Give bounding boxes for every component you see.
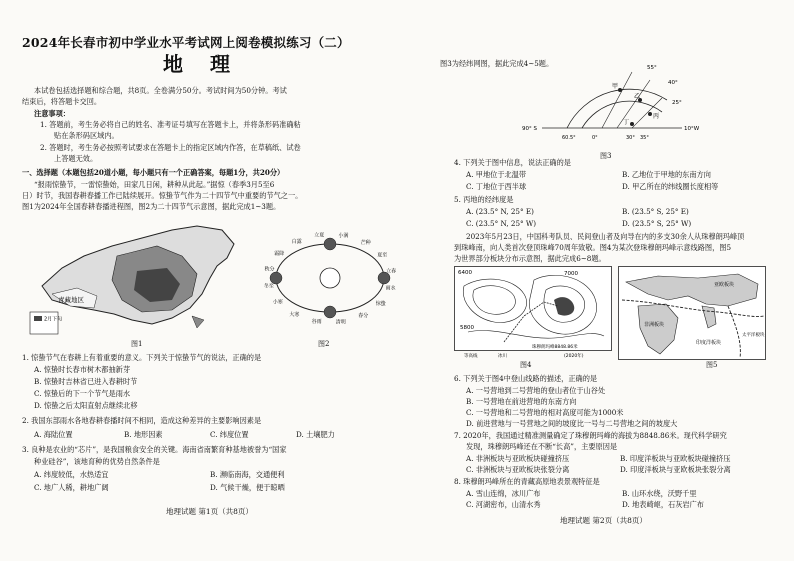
- figure-2-solar-terms: [262, 216, 397, 338]
- passage-line-2: 到珠峰南，向人类首次登顶珠峰70周年致敬。图4为某次登珠穆朗玛峰示意线路图，图5: [454, 243, 732, 252]
- question-4: 4. 下列关于图中信息，说法正确的是: [454, 158, 571, 167]
- fig3-lon-90: 90° S: [522, 126, 537, 132]
- fig3-point-jia: 甲: [612, 83, 619, 90]
- section-1-line-c: 日）时节，我国春耕春播工作已陆续展开。惊蛰节气作为二十四节气中重要的节气之一。: [22, 191, 303, 200]
- question-3-b: 种业硅谷”，该地育种的优势自然条件是: [34, 457, 160, 466]
- q8-option-a[interactable]: A. 雪山连绵，冰川广布: [466, 489, 541, 498]
- fig2-term-label: 霜降: [274, 250, 285, 257]
- fig3-lat-40: 40°: [668, 80, 678, 86]
- fig3-point-ding: 丁: [623, 119, 630, 126]
- q4-option-a[interactable]: A. 甲地位于北温带: [466, 170, 527, 179]
- intro-line-2: 结束后，将答题卡交回。: [22, 97, 102, 106]
- exam-title: 2024年长春市初中学业水平考试网上阅卷模拟练习（二）: [22, 35, 350, 50]
- fig3-bottom-1: 60.5°: [562, 135, 576, 141]
- q6-option-c[interactable]: C. 一号营地和二号营地的相对高度可能为1000米: [466, 408, 624, 417]
- q2-option-d[interactable]: D. 土壤肥力: [296, 430, 335, 439]
- fig2-term-label: 小满: [338, 233, 349, 239]
- fig3-bottom-3: 30°: [626, 135, 635, 141]
- q7-option-d[interactable]: D. 印度洋板块与亚欧板块张裂分离: [620, 465, 731, 474]
- passage-line-1: 2023年5月23日，中国科考队员、民间登山者及向导在内的多支30余人从珠穆朗玛峰顶: [466, 232, 745, 241]
- q7-option-c[interactable]: C. 非洲板块与亚欧板块张裂分离: [466, 465, 570, 474]
- q3-option-a[interactable]: A. 纬度较低，水热适宜: [34, 470, 109, 479]
- fig4-contour-6400: 6400: [458, 270, 472, 276]
- fig2-term-label: 秋分: [264, 266, 275, 273]
- right-footer: 地理试题 第2页（共8页）: [560, 516, 647, 525]
- section-1-heading: 一、选择题（本题包括20道小题，每小题只有一个正确答案，每题1分，共20分）: [22, 168, 285, 177]
- fig3-bottom-2: 0°: [592, 135, 598, 141]
- q3-option-c[interactable]: C. 地广人稀，耕地广阔: [34, 483, 109, 492]
- section-1-line-b: “报雨惊蛰节，一雷惊蛰始，田家几日闲，耕种从此起。”据惊（春季3月5至6: [34, 180, 275, 189]
- q1-option-a[interactable]: A. 惊蛰时长春市树木都抽新芽: [34, 365, 131, 374]
- q1-option-d[interactable]: D. 惊蛰之后太阳直射点继续北移: [34, 401, 138, 410]
- fig2-term-label: 芒种: [360, 240, 371, 246]
- fig3-intro: 图3为经纬网图，据此完成4~5题。: [440, 59, 554, 68]
- notice-heading: 注意事项：: [34, 109, 70, 118]
- figure-3-grid: [522, 60, 702, 152]
- fig2-term-label: 谷雨: [311, 319, 322, 325]
- q4-option-c[interactable]: C. 丁地位于西半球: [466, 182, 527, 191]
- q2-option-b[interactable]: B. 地形因素: [124, 430, 163, 439]
- question-7-a: 7. 2020年，我国通过精准测量确定了珠穆朗玛峰的海拔为8848.86米。现代科学研究: [454, 431, 727, 440]
- figure-5-plate-map: [618, 266, 766, 360]
- fig4-legend-glacier: 冰川: [498, 354, 507, 359]
- fig2-term-label: 白露: [291, 238, 302, 245]
- fig5-eurasian-plate: 亚欧板块: [714, 282, 735, 288]
- fig2-term-label: 大寒: [289, 312, 300, 318]
- q3-option-d[interactable]: D. 气候干燥，便于晾晒: [210, 483, 285, 492]
- q4-option-b[interactable]: B. 乙地位于甲地的东南方向: [622, 170, 711, 179]
- figure-1-caption: 图1: [131, 340, 143, 348]
- fig4-legend-contour: 等高线: [464, 354, 478, 359]
- fig2-term-label: 清明: [335, 319, 346, 326]
- question-8: 8. 珠穆朗玛峰所在的青藏高原地表景观特征是: [454, 477, 600, 486]
- fig5-pacific-plate: 太平洋板块: [742, 333, 765, 338]
- question-5: 5. 丙地的经纬度是: [454, 195, 514, 204]
- figure-1-china-map: [22, 216, 247, 338]
- figure-3-caption: 图3: [600, 152, 612, 160]
- fig2-term-label: 夏至: [377, 252, 388, 259]
- q5-option-d[interactable]: D. (23.5° S, 25° W): [622, 219, 692, 228]
- fig2-term-label: 春分: [358, 313, 369, 320]
- q2-option-a[interactable]: A. 海陆位置: [34, 430, 73, 439]
- question-1: 1. 惊蛰节气在春耕上有着重要的意义。下列关于惊蛰节气的说法，正确的是: [22, 353, 262, 362]
- section-1-line-d: 图1为2024年全国春耕春播进程图，图2为二十四节气示意图，据此完成1~3题。: [22, 202, 281, 211]
- fig2-term-label: 惊蛰: [375, 301, 386, 308]
- q6-option-a[interactable]: A. 一号营地到二号营地的登山者位于山谷处: [466, 386, 606, 395]
- fig3-lat-55: 55°: [647, 65, 657, 71]
- q2-option-c[interactable]: C. 纬度位置: [210, 430, 249, 439]
- fig3-lon-10w: 10°W: [684, 126, 700, 132]
- q5-option-b[interactable]: B. (23.5° S, 25° E): [622, 207, 689, 216]
- q6-option-b[interactable]: B. 一号营地在前进营地的东南方向: [466, 397, 577, 406]
- notice-1a: 1. 答题前，考生务必将自己的姓名、准考证号填写在答题卡上，并将条形码准确粘: [40, 120, 301, 129]
- q5-option-c[interactable]: C. (23.5° N, 25° W): [466, 219, 537, 228]
- notice-1b: 贴在条形码区域内。: [54, 131, 119, 140]
- question-6: 6. 下列关于图4中登山线路的描述，正确的是: [454, 374, 598, 383]
- q5-option-a[interactable]: A. (23.5° N, 25° E): [466, 207, 534, 216]
- figure-5-caption: 图5: [706, 361, 718, 369]
- figure-2-caption: 图2: [318, 340, 330, 348]
- intro-line-1: 本试卷包括选择题和综合题，共8页。全卷满分50分。考试时间为50分钟。考试: [34, 86, 287, 95]
- fig2-term-label: 雨水: [385, 285, 396, 292]
- fig3-bottom-4: 35°: [640, 135, 649, 141]
- question-3-a: 3. 良种是农业的“芯片”，是我国粮食安全的关键。海南省南繁育种基地被誉为“国家: [22, 445, 287, 454]
- fig2-term-label: 冬至: [263, 283, 274, 290]
- figure-4-caption: 图4: [520, 361, 532, 369]
- question-7-b: 发现，珠穆朗玛峰还在不断“长高”，主要原因是: [466, 442, 618, 451]
- fig5-indian-plate: 印度洋板块: [696, 340, 722, 346]
- fig4-contour-7000: 7000: [564, 271, 578, 277]
- subject-title: 地 理: [163, 52, 240, 76]
- fig3-point-bing: 丙: [653, 113, 660, 120]
- notice-2a: 2. 答题时，考生务必按照考试要求在答题卡上的指定区域内作答，在草稿纸、试卷: [40, 143, 301, 152]
- fig4-legend-peak: 珠穆朗玛峰8848.86米: [532, 345, 578, 350]
- fig2-term-label: 立春: [386, 268, 397, 275]
- q8-option-d[interactable]: D. 地表崎岖，石灰岩广布: [622, 500, 704, 509]
- q4-option-d[interactable]: D. 甲乙所在的纬线圈长度相等: [622, 182, 719, 191]
- fig2-term-label: 立夏: [314, 232, 325, 239]
- q7-option-b[interactable]: B. 印度洋板块与亚欧板块碰撞挤压: [620, 454, 731, 463]
- q6-option-d[interactable]: D. 前进营地与一号营地之间的坡度比一号与二号营地之间的坡度大: [466, 419, 678, 428]
- fig2-term-label: 小寒: [272, 299, 283, 306]
- figure-4-contour-map: [454, 266, 612, 362]
- q8-option-b[interactable]: B. 山环水绕，沃野千里: [622, 489, 697, 498]
- fig3-lat-25: 25°: [672, 100, 682, 106]
- question-2: 2. 我国东部雨水各地春耕春播时间不相同，造成这种差异的主要影响因素是: [22, 416, 262, 425]
- q1-option-c[interactable]: C. 惊蛰后的下一个节气是雨水: [34, 389, 131, 398]
- right-column: [410, 0, 794, 561]
- notice-2b: 上答题无效。: [54, 154, 98, 163]
- fig5-african-plate: 非洲板块: [644, 322, 665, 328]
- q7-option-a[interactable]: A. 非洲板块与亚欧板块碰撞挤压: [466, 454, 570, 463]
- passage-line-3: 为世界部分板块分布示意图，据此完成6~8题。: [454, 254, 606, 263]
- fig1-legend-label: 2月下旬: [44, 316, 63, 323]
- q1-option-b[interactable]: B. 惊蛰时吉林省已进入春耕时节: [34, 377, 138, 386]
- fig4-contour-5800: 5800: [460, 325, 474, 331]
- left-footer: 地理试题 第1页（共8页）: [166, 507, 253, 516]
- fig4-legend-year: (2020年): [564, 354, 584, 359]
- fig3-point-yi: 乙: [634, 93, 641, 100]
- fig1-place-label: 青藏地区: [58, 296, 84, 304]
- q3-option-b[interactable]: B. 濒临南海，交通便利: [210, 470, 285, 479]
- q8-option-c[interactable]: C. 河湖密布，山清水秀: [466, 500, 541, 509]
